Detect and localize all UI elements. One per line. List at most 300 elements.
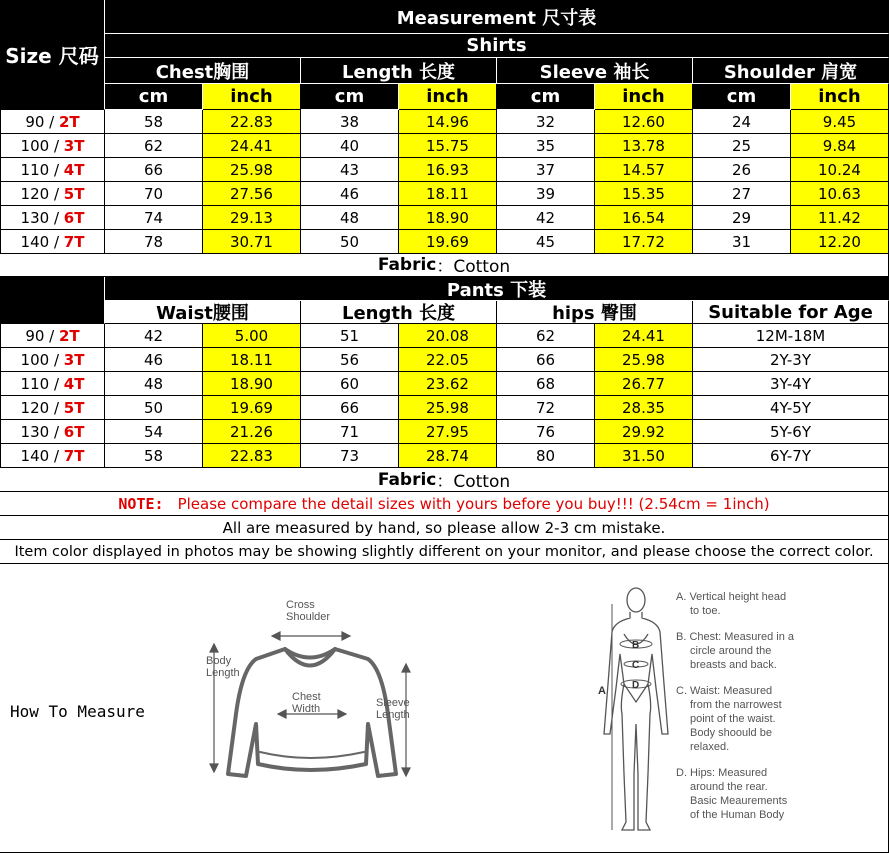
shirts-value-cell bbox=[693, 182, 791, 206]
pants-col-header-label: Suitable for Age bbox=[708, 301, 873, 323]
shirts-value: 42 bbox=[535, 208, 556, 227]
shirts-col-header bbox=[693, 58, 889, 84]
shirts-value: 74 bbox=[143, 208, 164, 227]
shirts-value: 62 bbox=[143, 136, 164, 155]
size-tag: 5T bbox=[63, 184, 85, 203]
pants-value: 56 bbox=[339, 350, 360, 369]
shirts-value: 9.84 bbox=[822, 136, 857, 155]
shirts-value: 40 bbox=[339, 136, 360, 155]
pants-value-cell bbox=[301, 444, 399, 468]
pants-value-cell bbox=[399, 348, 497, 372]
pants-value-cell bbox=[497, 420, 595, 444]
shirts-value-cell bbox=[301, 158, 399, 182]
pants-age-cell bbox=[693, 324, 889, 348]
size-separator: / bbox=[49, 136, 64, 155]
pants-value-cell bbox=[105, 324, 203, 348]
pants-value-cell bbox=[595, 324, 693, 348]
pants-value-cell bbox=[301, 372, 399, 396]
cross-shoulder-label-1: Cross bbox=[286, 599, 315, 611]
pants-value: 62 bbox=[535, 326, 556, 345]
shirts-col-header bbox=[497, 58, 693, 84]
shirts-size-cell bbox=[0, 230, 105, 254]
pants-value-cell bbox=[105, 372, 203, 396]
shirts-value-cell bbox=[399, 158, 497, 182]
pants-value: 68 bbox=[535, 374, 556, 393]
shirts-value: 66 bbox=[143, 160, 164, 179]
size-separator: / bbox=[44, 112, 59, 131]
shirts-value-cell bbox=[595, 182, 693, 206]
pants-value: 66 bbox=[535, 350, 556, 369]
body-length-label-2: Length bbox=[206, 667, 240, 679]
shirts-value-cell bbox=[497, 182, 595, 206]
size-separator: / bbox=[44, 326, 59, 345]
shirts-value-cell bbox=[301, 110, 399, 134]
size-number: 100 bbox=[20, 136, 50, 155]
body-note-line: point of the waist. bbox=[690, 713, 776, 725]
cross-shoulder-label-2: Shoulder bbox=[286, 611, 331, 623]
shirts-value: 25 bbox=[731, 136, 752, 155]
pants-value: 80 bbox=[535, 446, 556, 465]
body-note-line: from the narrowest bbox=[690, 699, 782, 711]
body-note-line: circle around the bbox=[690, 645, 772, 657]
pants-value-cell bbox=[497, 372, 595, 396]
pants-value: 46 bbox=[143, 350, 164, 369]
shirts-value-cell bbox=[203, 110, 301, 134]
pants-value: 58 bbox=[143, 446, 164, 465]
shirts-section-label: Shirts bbox=[466, 35, 527, 56]
pants-value: 54 bbox=[143, 422, 164, 441]
how-to-measure-section bbox=[0, 564, 889, 853]
pants-value: 72 bbox=[535, 398, 556, 417]
pants-col-header bbox=[105, 301, 301, 324]
pants-value: 23.62 bbox=[426, 374, 469, 393]
pants-value-cell bbox=[595, 372, 693, 396]
pants-col-header-label: hips 臀围 bbox=[552, 303, 637, 324]
shirts-value: 16.54 bbox=[622, 208, 665, 227]
size-tag: 2T bbox=[59, 112, 80, 131]
size-number: 130 bbox=[20, 422, 50, 441]
shirts-value-cell bbox=[301, 134, 399, 158]
body-note-line: Basic Meaurements bbox=[690, 795, 788, 807]
size-number: 120 bbox=[20, 398, 50, 417]
body-head bbox=[627, 588, 645, 612]
size-tag: 7T bbox=[63, 232, 85, 251]
size-tag: 4T bbox=[63, 160, 85, 179]
shirts-value-cell bbox=[595, 158, 693, 182]
pants-value-cell bbox=[105, 396, 203, 420]
pants-value-cell bbox=[497, 444, 595, 468]
size-number: 90 bbox=[25, 326, 45, 345]
shirts-value: 31 bbox=[731, 232, 752, 251]
pants-value-cell bbox=[203, 444, 301, 468]
pants-value-cell bbox=[203, 348, 301, 372]
shirts-value: 14.96 bbox=[426, 112, 469, 131]
note-line2: All are measured by hand, so please allow 2-3 cm mistake. bbox=[222, 518, 666, 537]
shirts-value-cell bbox=[399, 110, 497, 134]
pants-value-cell bbox=[203, 324, 301, 348]
shirts-fabric-value: ：Cotton bbox=[436, 257, 511, 277]
pants-size-cell bbox=[0, 444, 105, 468]
shirts-col-header-label: Chest胸围 bbox=[155, 61, 250, 83]
pants-value-cell bbox=[497, 348, 595, 372]
pants-value-cell bbox=[595, 444, 693, 468]
pants-value: 26.77 bbox=[622, 374, 665, 393]
size-tag: 7T bbox=[63, 446, 85, 465]
shirts-value-cell bbox=[693, 134, 791, 158]
pants-col-header bbox=[301, 301, 497, 324]
unit-cm bbox=[301, 84, 399, 110]
shirts-value-cell bbox=[105, 206, 203, 230]
marker-c: C bbox=[632, 660, 640, 671]
pants-value: 5.00 bbox=[234, 326, 269, 345]
size-separator: / bbox=[49, 398, 64, 417]
size-tag: 5T bbox=[63, 398, 85, 417]
pants-value-cell bbox=[301, 420, 399, 444]
shirts-value-cell bbox=[105, 158, 203, 182]
pants-value-cell bbox=[203, 396, 301, 420]
body-note-line: D. Hips: Measured bbox=[676, 767, 768, 779]
shirts-value-cell bbox=[595, 134, 693, 158]
shirts-value: 39 bbox=[535, 184, 556, 203]
body-measure-diagram bbox=[590, 584, 830, 849]
size-separator: / bbox=[49, 208, 64, 227]
pants-value: 25.98 bbox=[622, 350, 665, 369]
pants-value-cell bbox=[105, 348, 203, 372]
size-separator: / bbox=[49, 184, 64, 203]
unit-inch-label: inch bbox=[622, 86, 665, 107]
shirts-value-cell bbox=[301, 182, 399, 206]
body-note-line: to toe. bbox=[690, 605, 721, 617]
shirts-value: 9.45 bbox=[822, 112, 857, 131]
shirts-value: 43 bbox=[339, 160, 360, 179]
unit-inch bbox=[791, 84, 889, 110]
pants-value: 28.35 bbox=[622, 398, 665, 417]
shirts-value: 10.24 bbox=[818, 160, 861, 179]
pants-value: 21.26 bbox=[230, 422, 273, 441]
size-tag: 6T bbox=[63, 422, 85, 441]
shirts-value: 18.90 bbox=[426, 208, 469, 227]
pants-value: 25.98 bbox=[426, 398, 469, 417]
unit-inch-label: inch bbox=[230, 86, 273, 107]
size-tag: 2T bbox=[59, 326, 80, 345]
shirts-value: 27 bbox=[731, 184, 752, 203]
size-number: 130 bbox=[20, 208, 50, 227]
shirts-value-cell bbox=[105, 110, 203, 134]
pants-value-cell bbox=[399, 444, 497, 468]
size-header-label: Size 尺码 bbox=[5, 44, 99, 68]
pants-value-cell bbox=[595, 348, 693, 372]
body-notes bbox=[676, 591, 795, 821]
shirts-value-cell bbox=[203, 182, 301, 206]
shirts-size-cell bbox=[0, 110, 105, 134]
pants-size-cell bbox=[0, 372, 105, 396]
pants-value: 71 bbox=[339, 422, 360, 441]
body-note-line: C. Waist: Measured bbox=[676, 685, 773, 697]
pants-size-cell bbox=[0, 324, 105, 348]
shirts-size-cell bbox=[0, 206, 105, 230]
shirts-value: 45 bbox=[535, 232, 556, 251]
pants-value-cell bbox=[301, 324, 399, 348]
shirts-value-cell bbox=[399, 182, 497, 206]
shirts-value: 30.71 bbox=[230, 232, 273, 251]
shirts-value-cell bbox=[399, 206, 497, 230]
shirts-value-cell bbox=[497, 158, 595, 182]
pants-value-cell bbox=[399, 372, 497, 396]
shirts-value-cell bbox=[399, 134, 497, 158]
pants-size-blank bbox=[0, 277, 105, 324]
pants-col-header-label: Waist腰围 bbox=[156, 303, 249, 324]
unit-inch-label: inch bbox=[426, 86, 469, 107]
pants-col-header bbox=[497, 301, 693, 324]
pants-value-cell bbox=[595, 396, 693, 420]
shirts-value: 24 bbox=[731, 112, 752, 131]
body-length-label-1: Body bbox=[206, 655, 232, 667]
shirts-value: 17.72 bbox=[622, 232, 665, 251]
pants-value: 60 bbox=[339, 374, 360, 393]
pants-value-cell bbox=[399, 324, 497, 348]
pants-fabric-label: Fabric bbox=[377, 469, 437, 490]
pants-size-cell bbox=[0, 420, 105, 444]
pants-age-cell bbox=[693, 396, 889, 420]
pants-value-cell bbox=[203, 372, 301, 396]
pants-value: 48 bbox=[143, 374, 164, 393]
pants-value: 31.50 bbox=[622, 446, 665, 465]
pants-col-header bbox=[693, 301, 889, 324]
shirts-value: 12.20 bbox=[818, 232, 861, 251]
shirts-fabric bbox=[0, 253, 889, 277]
unit-cm bbox=[693, 84, 791, 110]
shirts-col-header bbox=[105, 58, 301, 84]
shirts-value-cell bbox=[693, 206, 791, 230]
shirts-size-cell bbox=[0, 182, 105, 206]
shirts-value-cell bbox=[203, 230, 301, 254]
shirts-value: 15.75 bbox=[426, 136, 469, 155]
body-note-line: Body shoould be bbox=[690, 727, 772, 739]
unit-inch-label: inch bbox=[818, 86, 861, 107]
shirts-value: 78 bbox=[143, 232, 164, 251]
note-label: NOTE: bbox=[118, 494, 164, 513]
shirts-value-cell bbox=[791, 182, 889, 206]
shirts-value-cell bbox=[301, 206, 399, 230]
unit-inch bbox=[595, 84, 693, 110]
size-separator: / bbox=[49, 160, 64, 179]
note-measured-by-hand bbox=[0, 516, 889, 540]
size-number: 110 bbox=[20, 374, 50, 393]
shirts-section-title bbox=[105, 34, 889, 58]
pants-value-cell bbox=[399, 396, 497, 420]
shirts-value: 25.98 bbox=[230, 160, 273, 179]
measurement-title-label: Measurement 尺寸表 bbox=[396, 7, 597, 29]
shirts-value: 12.60 bbox=[622, 112, 665, 131]
shirts-value: 16.93 bbox=[426, 160, 469, 179]
shirts-value-cell bbox=[497, 134, 595, 158]
pants-value-cell bbox=[497, 324, 595, 348]
pants-age: 4Y-5Y bbox=[769, 398, 812, 417]
shirts-value: 70 bbox=[143, 184, 164, 203]
size-tag: 6T bbox=[63, 208, 85, 227]
pants-size-cell bbox=[0, 396, 105, 420]
shirts-value-cell bbox=[497, 110, 595, 134]
shirts-value-cell bbox=[203, 206, 301, 230]
unit-cm-label: cm bbox=[334, 86, 365, 107]
pants-value: 18.90 bbox=[230, 374, 273, 393]
shirts-value-cell bbox=[595, 206, 693, 230]
pants-value-cell bbox=[105, 444, 203, 468]
shirts-value-cell bbox=[301, 230, 399, 254]
how-to-measure-label bbox=[10, 702, 145, 721]
shirts-value-cell bbox=[693, 230, 791, 254]
shirts-value: 58 bbox=[143, 112, 164, 131]
pants-age-cell bbox=[693, 348, 889, 372]
pants-value: 42 bbox=[143, 326, 164, 345]
size-separator: / bbox=[49, 422, 64, 441]
size-header bbox=[0, 0, 105, 110]
shirts-value: 46 bbox=[339, 184, 360, 203]
shirts-fabric-label: Fabric bbox=[377, 254, 437, 275]
body-note-line: relaxed. bbox=[690, 741, 730, 753]
unit-cm-label: cm bbox=[726, 86, 757, 107]
size-tag: 3T bbox=[63, 136, 85, 155]
unit-inch bbox=[203, 84, 301, 110]
how-to-measure-text: How To Measure bbox=[10, 702, 145, 721]
size-number: 110 bbox=[20, 160, 50, 179]
shirts-col-header bbox=[301, 58, 497, 84]
shirts-value-cell bbox=[791, 110, 889, 134]
pants-value: 51 bbox=[339, 326, 360, 345]
sleeve-length-label-1: Sleeve bbox=[376, 697, 410, 709]
shirts-value-cell bbox=[595, 230, 693, 254]
pants-value-cell bbox=[595, 420, 693, 444]
pants-value: 19.69 bbox=[230, 398, 273, 417]
pants-value: 18.11 bbox=[230, 350, 273, 369]
pants-value-cell bbox=[301, 348, 399, 372]
pants-age: 5Y-6Y bbox=[769, 422, 812, 441]
size-tag: 4T bbox=[63, 374, 85, 393]
shirt-measure-diagram bbox=[200, 594, 440, 794]
shirts-col-header-label: Sleeve 袖长 bbox=[539, 61, 650, 83]
pants-value: 20.08 bbox=[426, 326, 469, 345]
shirts-value: 10.63 bbox=[818, 184, 861, 203]
pants-section-title bbox=[105, 277, 889, 301]
pants-fabric bbox=[0, 468, 889, 492]
size-number: 120 bbox=[20, 184, 50, 203]
shirts-value: 14.57 bbox=[622, 160, 665, 179]
shirts-value-cell bbox=[791, 206, 889, 230]
shirts-value: 24.41 bbox=[230, 136, 273, 155]
shirts-value: 29.13 bbox=[230, 208, 273, 227]
shirts-value: 35 bbox=[535, 136, 556, 155]
size-separator: / bbox=[49, 350, 64, 369]
shirts-value: 18.11 bbox=[426, 184, 469, 203]
shirts-value: 38 bbox=[339, 112, 360, 131]
shirts-value-cell bbox=[791, 134, 889, 158]
size-number: 100 bbox=[20, 350, 50, 369]
shirts-value-cell bbox=[399, 230, 497, 254]
size-number: 140 bbox=[20, 446, 50, 465]
shirts-value: 32 bbox=[535, 112, 556, 131]
pants-value: 76 bbox=[535, 422, 556, 441]
shirts-value-cell bbox=[497, 206, 595, 230]
pants-age: 12M-18M bbox=[755, 326, 826, 345]
note-color bbox=[0, 540, 889, 564]
marker-b: B bbox=[632, 640, 640, 651]
pants-value: 22.05 bbox=[426, 350, 469, 369]
shirts-value-cell bbox=[595, 110, 693, 134]
shirts-value: 27.56 bbox=[230, 184, 273, 203]
shirts-value: 11.42 bbox=[818, 208, 861, 227]
pants-col-header-label: Length 长度 bbox=[341, 303, 456, 324]
shirts-value: 50 bbox=[339, 232, 360, 251]
shirts-value-cell bbox=[105, 182, 203, 206]
unit-cm-label: cm bbox=[530, 86, 561, 107]
unit-cm bbox=[497, 84, 595, 110]
pants-age-cell bbox=[693, 372, 889, 396]
chest-width-label-2: Width bbox=[292, 703, 321, 715]
shirt-hem bbox=[260, 752, 364, 758]
shirts-value: 13.78 bbox=[622, 136, 665, 155]
size-number: 90 bbox=[25, 112, 45, 131]
size-separator: / bbox=[49, 374, 64, 393]
size-number: 140 bbox=[20, 232, 50, 251]
unit-inch bbox=[399, 84, 497, 110]
shirts-value: 19.69 bbox=[426, 232, 469, 251]
pants-value: 27.95 bbox=[426, 422, 469, 441]
marker-a: A bbox=[598, 685, 606, 697]
note-line3: Item color displayed in photos may be showing slightly different on your monitor, and please choose the correct color. bbox=[14, 543, 874, 560]
pants-value: 22.83 bbox=[230, 446, 273, 465]
pants-value: 73 bbox=[339, 446, 360, 465]
pants-value: 28.74 bbox=[426, 446, 469, 465]
size-separator: / bbox=[49, 232, 64, 251]
body-note-line: of the Human Body bbox=[690, 809, 785, 821]
shirts-size-cell bbox=[0, 158, 105, 182]
shirts-value: 48 bbox=[339, 208, 360, 227]
shirts-value-cell bbox=[105, 230, 203, 254]
pants-value-cell bbox=[301, 396, 399, 420]
shirts-value-cell bbox=[497, 230, 595, 254]
measurement-title bbox=[105, 0, 889, 34]
body-note-line: B. Chest: Measured in a bbox=[676, 631, 795, 643]
shirts-value-cell bbox=[693, 158, 791, 182]
pants-age: 6Y-7Y bbox=[769, 446, 812, 465]
body-note-line: around the rear. bbox=[690, 781, 768, 793]
shirts-value-cell bbox=[791, 158, 889, 182]
size-separator: / bbox=[49, 446, 64, 465]
pants-age-cell bbox=[693, 420, 889, 444]
pants-age: 2Y-3Y bbox=[769, 350, 812, 369]
size-tag: 3T bbox=[63, 350, 85, 369]
body-note-line: A. Vertical height head bbox=[676, 591, 787, 603]
pants-fabric-value: ：Cotton bbox=[436, 472, 511, 492]
marker-d: D bbox=[632, 680, 640, 691]
pants-value-cell bbox=[497, 396, 595, 420]
pants-value-cell bbox=[399, 420, 497, 444]
shirts-value: 22.83 bbox=[230, 112, 273, 131]
shirts-value: 37 bbox=[535, 160, 556, 179]
pants-value: 29.92 bbox=[622, 422, 665, 441]
shirts-col-header-label: Length 长度 bbox=[341, 61, 456, 83]
pants-value: 24.41 bbox=[622, 326, 665, 345]
shirts-value: 29 bbox=[731, 208, 752, 227]
shirts-value-cell bbox=[105, 134, 203, 158]
pants-age-cell bbox=[693, 444, 889, 468]
pants-value: 66 bbox=[339, 398, 360, 417]
note-text: Please compare the detail sizes with yours before you buy!!! (2.54cm = 1inch) bbox=[177, 494, 770, 513]
shirts-size-cell bbox=[0, 134, 105, 158]
shirts-value: 15.35 bbox=[622, 184, 665, 203]
pants-value: 50 bbox=[143, 398, 164, 417]
note-line bbox=[0, 492, 889, 516]
